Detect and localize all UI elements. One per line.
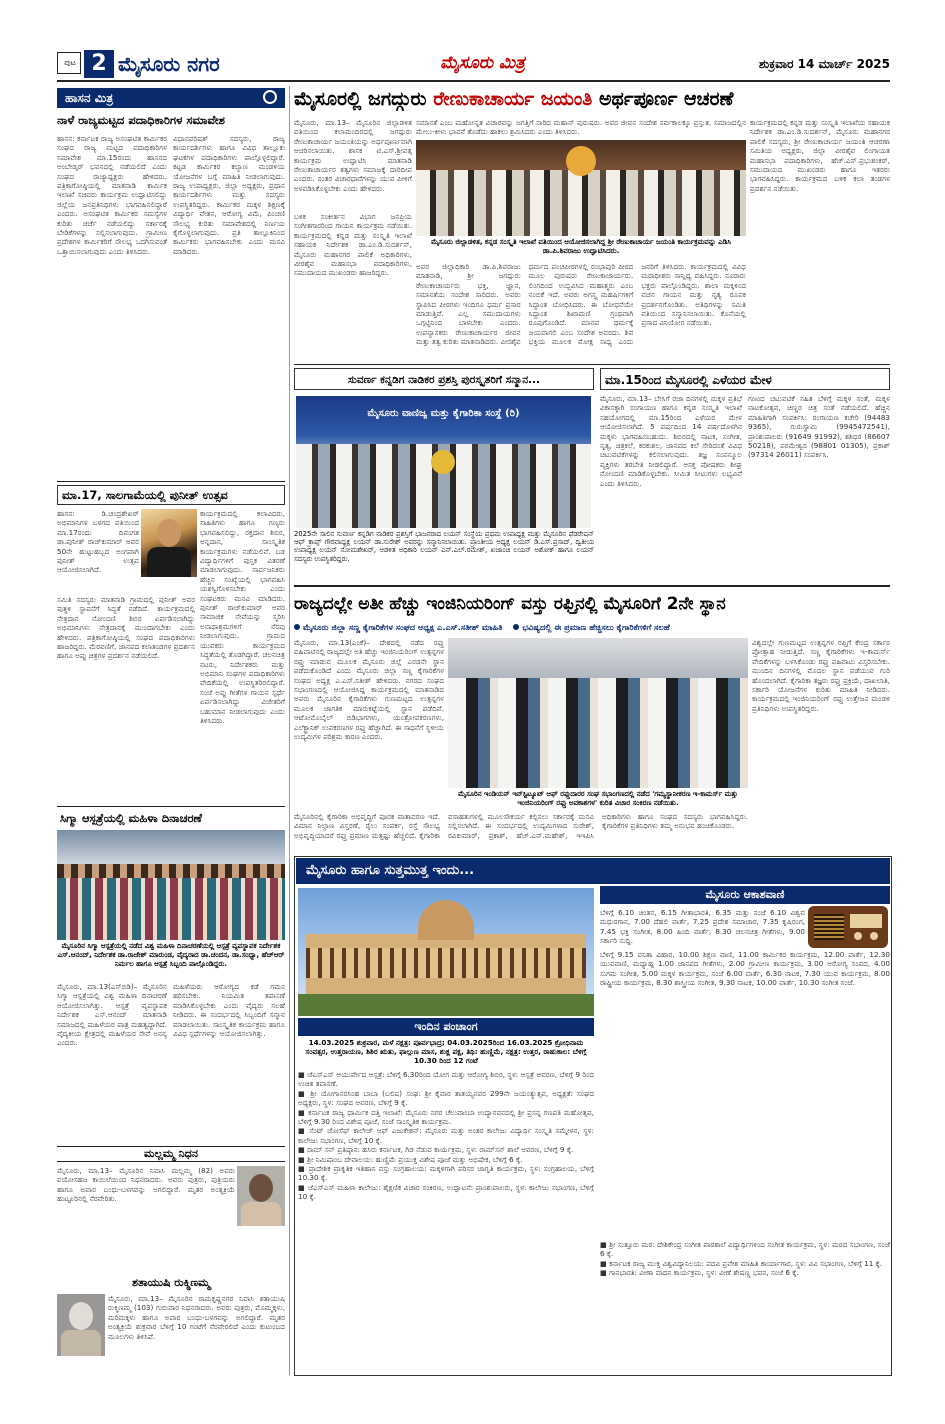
hassan-headline-1: ನಾಳೆ ರಾಜ್ಯಮಟ್ಟದ ಪದಾಧಿಕಾರಿಗಳ ಸಮಾವೇಶ: [57, 113, 225, 127]
hassan-story-1-col-b: ವಿಧಾನಪರಿಷತ್ ಸದಸ್ಯರು, ರಾಜ್ಯ ಕಾರ್ಯದರ್ಶಿಗಳು ಹಾಗೂ ವಿವಿಧ ತಾಲ್ಲೂಕು ಘಟಕಗಳ ಪದಾಧಿಕಾರಿಗಳು ಪಾಲ್ಗೊಳ್ಳಲಿದ್ದಾರೆ. ಕಟ್ಟಡ ಕಾರ್ಮಿಕರ ಕಲ್ಯಾಣ ಮಂಡಳಿಯ ಯೋಜನೆಗಳ ಬಗ್ಗೆ ಮಾಹಿತಿ ನೀಡಲಾಗುವುದು. ರಾಜ್ಯ ಉಪಾಧ್ಯಕ್ಷರು, ಜಿಲ್ಲಾ ಅಧ್ಯಕ್ಷರು, ಪ್ರಧಾನ ಕಾರ್ಯದರ್ಶಿಗಳು ಮತ್ತು ಸದಸ್ಯರು ಉಪಸ್ಥಿತರಿದ್ದರು. ಕಾರ್ಮಿಕರ ಮಕ್ಕಳ ಶಿಕ್ಷಣಕ್ಕೆ ವಿದ್ಯಾರ್ಥಿ ವೇತನ, ಆರೋಗ್ಯ ವಿಮೆ, ಪಿಂಚಣಿ ಸೌಲಭ್ಯ ಕುರಿತು ಸಮಾವೇಶದಲ್ಲಿ ನಿರ್ಣಯ ಕೈಗೊಳ್ಳಲಾಗುವುದು. ಪ್ರತಿ ತಾಲ್ಲೂಕಿನಿಂದ ಕಾರ್ಮಿಕರು ಭಾಗವಹಿಸಬೇಕು ಎಂದು ಮನವಿ ಮಾಡಿದರು.: [173, 134, 285, 256]
women-day-caption: ಮೈಸೂರಿನ ಸಿಗ್ಮಾ ಆಸ್ಪತ್ರೆಯಲ್ಲಿ ನಡೆದ ವಿಶ್ವ ಮಹಿಳಾ ದಿನಾಚರಣೆಯಲ್ಲಿ ಆಸ್ಪತ್ರೆ ವ್ಯವಸ್ಥಾಪಕ ನಿರ್ದೇಶಕ ಎಸ್.ಆನಂದ್, ನಿರ್ದೇಶಕ ಡಾ.ರಾಜೇಶ್ ಮಾರುಂಡ, ವೈದ್ಯರಾದ ಡಾ.ಚಂದನ, ಡಾ.ಸಂಧ್ಯಾ, ಹೆಚ್‌ಆರ್ ನಿರ್ಮಲ ಹಾಗೂ ಆಸ್ಪತ್ರೆ ಸಿಬ್ಬಂದಿ ಪಾಲ್ಗೊಂಡಿದ್ದರು.: [57, 942, 285, 968]
bullet-icon: [513, 624, 519, 630]
obituary-2-photo: [57, 1294, 105, 1356]
hassan-bar-label: ಹಾಸನ ಮಿತ್ರ: [65, 91, 114, 105]
obituary-1-text: ಮೈಸೂರು, ಮಾ.13– ಮೈಸೂರಿನ ನಿವಾಸಿ ಮಲ್ಲಮ್ಮ (82) ಅವರು ವಯೋಸಹಜ ಕಾಯಿಲೆಯಿಂದ ನಿಧನರಾದರು. ಅವರು ಪುತ್ರರು, ಪುತ್ರಿಯರು ಹಾಗೂ ಅಪಾರ ಬಂಧು-ಬಳಗವನ್ನು ಅಗಲಿದ್ದಾರೆ. ಮೃತರ ಅಂತ್ಯಕ್ರಿಯೆ ಹುಟ್ಟೂರಿನಲ್ಲಿ ನೆರವೇರಿತು.: [57, 1166, 235, 1204]
page-label-box: [57, 52, 81, 74]
lead-story-top: ಸಮಾನತೆ ಎಂಬ ಮಹೋನ್ನತ ವಿಚಾರವನ್ನು ಜಗತ್ತಿಗೆ ಸಾರಿದ ಮಹಾನ್ ಪುರುಷರು. ಅವರ ಜೀವನ ಸಂದೇಶ ಸರ್ವಕಾಲಕ್ಕೂ ಪ್ರಸ್ತುತ. ಸಮಾಜದಲ್ಲಿನ ಮೇಲು-ಕೀಳು ಭಾವನೆ ತೊಡೆದು ಹಾಕಲು ಶ್ರಮಿಸಿದರು ಎಂದು ತಿಳಿಸಿದರು.: [416, 118, 746, 137]
suvarna-photo: [296, 396, 591, 528]
lead-story-col-1b: ಬಳಿಕ ಸಂಕೀರ್ತನ ವಿಭಾಗ ಜನಪ್ರಿಯ ಸಂಗೀತಗಾರರಿಂದ ಗಾಯನ ಕಾರ್ಯಕ್ರಮ ನಡೆಯಿತು. ಕಾರ್ಯಕ್ರಮದಲ್ಲಿ ಕನ್ನಡ ಮತ್ತು ಸಂಸ್ಕೃತಿ ಇಲಾಖೆ ಸಹಾಯಕ ನಿರ್ದೇಶಕ ಡಾ.ಎಂ.ಡಿ.ಸುದರ್ಶನ್, ಮೈಸೂರು ಮಹಾನಗರ ಪಾಲಿಕೆ ಅಧಿಕಾರಿಗಳು, ವೀರಶೈವ ಮಹಾಸಭಾ ಪದಾಧಿಕಾರಿಗಳು, ಸಮುದಾಯದ ಮುಖಂಡರು ಹಾಜರಿದ್ದರು.: [294, 212, 412, 278]
paper-name: ಮೈಸೂರು ಮಿತ್ರ: [440, 53, 525, 73]
radio-schedule-2: ಬೆಳಿಗ್ಗೆ 9.15 ವನಿತಾ ವಿಹಾರ, 10.00 ಶಿಕ್ಷಣ ವಾಣಿ, 11.00 ಕಾರ್ಮಿಕರ ಕಾರ್ಯಕ್ರಮ, 12.00 ವಾರ್ತೆ, 12.30 ಯುವವಾಣಿ, ಮಧ್ಯಾಹ್ನ 1.00 ಜಾನಪದ ಗೀತೆಗಳು, 2.00 ಗ್ರಾಮೀಣ ಕಾರ್ಯಕ್ರಮ, 3.00 ಆರೋಗ್ಯ ಸಂಪದ, 4.00 ಸುಗಮ ಸಂಗೀತ, 5.00 ಮಕ್ಕಳ ಕಾರ್ಯಕ್ರಮ, ಸಂಜೆ 6.00 ವಾರ್ತೆ, 6.30 ನಾಟಕ, 7.30 ಯುವ ಕಾರ್ಯಕ್ರಮ, 8.00 ರಾಷ್ಟ್ರೀಯ ಕಾರ್ಯಕ್ರಮ, 8.30 ಶಾಸ್ತ್ರೀಯ ಸಂಗೀತ, 9.30 ನಾಟಕ, 10.00 ವಾರ್ತೆ, 10.30 ಸಂಗೀತ ಸಂಜೆ.: [600, 950, 890, 988]
lead-story-body: ಅಪರ ಜಿಲ್ಲಾಧಿಕಾರಿ ಡಾ.ಪಿ.ಶಿವರಾಜು ಮಾತನಾಡಿ, ಶ್ರೀ ಜಗದ್ಗುರು ರೇಣುಕಾಚಾರ್ಯರು ಭಕ್ತಿ, ಜ್ಞಾನ, ಸಮಾನತೆಯ ಸಂದೇಶ ಸಾರಿದರು. ಅವರು ಸ್ಥಾಪಿಸಿದ ಪೀಠಗಳು ಇಂದಿಗೂ ಧರ್ಮ ಪ್ರಸಾರ ಮಾಡುತ್ತಿವೆ. ಎಲ್ಲ ಸಮುದಾಯಗಳು ಒಗ್ಗಟ್ಟಿನಿಂದ ಬಾಳಬೇಕು ಎಂದರು. ಉಪನ್ಯಾಸಕರು ರೇಣುಕಾಚಾರ್ಯರ ಜೀವನ ಮತ್ತು ತತ್ವ ಕುರಿತು ಮಾತನಾಡಿದರು. ವೀರಶೈವ ಧರ್ಮದ ಪಂಚಪೀಠಗಳಲ್ಲಿ ರಂಭಾಪುರಿ ಪೀಠದ ಮೂಲ ಪುರುಷರು ರೇಣುಕಾಚಾರ್ಯರು. ಲಿಂಗದಿಂದ ಉದ್ಭವಿಸಿದ ಮಹಾತ್ಮರು ಎಂಬ ನಂಬಿಕೆ ಇದೆ. ಅವರು ಅಗಸ್ತ್ಯ ಮಹರ್ಷಿಗಳಿಗೆ ಸಿದ್ಧಾಂತ ಬೋಧಿಸಿದರು. ಈ ಬೋಧನೆಯೇ ಸಿದ್ಧಾಂತ ಶಿಖಾಮಣಿ ಗ್ರಂಥವಾಗಿ ರೂಪುಗೊಂಡಿದೆ. ಮಾನವ ಧರ್ಮಕ್ಕೆ ಜಯವಾಗಲಿ ಎಂಬ ಸಂದೇಶ ಅವರದು. ಶಿವ ಭಕ್ತಿಯ ಮೂಲಕ ಮೋಕ್ಷ ಸಾಧ್ಯ ಎಂದು ಜನರಿಗೆ ತಿಳಿಸಿದರು. ಕಾರ್ಯಕ್ರಮದಲ್ಲಿ ವಿವಿಧ ಮಠಾಧೀಶರು ಸಾನ್ನಿಧ್ಯ ವಹಿಸಿದ್ದರು. ನೂರಾರು ಭಕ್ತರು ಪಾಲ್ಗೊಂಡಿದ್ದರು. ಶಾಲಾ ಮಕ್ಕಳಿಂದ ವಚನ ಗಾಯನ ಮತ್ತು ನೃತ್ಯ ರೂಪಕ ಪ್ರದರ್ಶನಗೊಂಡಿತು. ಅತಿಥಿಗಳನ್ನು ಸಮಿತಿ ವತಿಯಿಂದ ಸನ್ಮಾನಿಸಲಾಯಿತು. ಕೊನೆಯಲ್ಲಿ ಪ್ರಸಾದ ವಿನಿಯೋಗ ನಡೆಯಿತು.: [416, 262, 746, 347]
today-box-border: [294, 856, 892, 1376]
today-events-2: ■ ಶ್ರೀ ಸುತ್ತೂರು ಮಠ: ದೇಶಿಕೇಂದ್ರ ಸಂಗೀತ ಪಾಠಶಾಲೆ ವಿದ್ಯಾರ್ಥಿಗಳಿಂದ ಸಂಗೀತ ಕಾರ್ಯಕ್ರಮ, ಸ್ಥಳ: ಮಠದ ಸಭಾಂಗಣ, ಸಂಜೆ 6 ಕ್ಕೆ. ■ ಕರ್ನಾಟಕ ರಾಜ್ಯ ಮುಕ್ತ ವಿಶ್ವವಿದ್ಯಾನಿಲಯ: ಪದವಿ ಪ್ರವೇಶ ಮಾಹಿತಿ ಕಾರ್ಯಾಗಾರ, ಸ್ಥಳ: ವಿವಿ ಸಭಾಂಗಣ, ಬೆಳಿಗ್ಗೆ 11 ಕ್ಕೆ. ■ ಗಾನಭಾರತಿ: ವೀಣಾ ವಾದನ ಕಾರ್ಯಕ್ರಮ, ಸ್ಥಳ: ವೀಣೆ ಶೇಷಣ್ಣ ಭವನ, ಸಂಜೆ 6 ಕ್ಕೆ.: [600, 1240, 890, 1278]
lead-headline: ಮೈಸೂರಲ್ಲಿ ಜಗದ್ಗುರು ರೇಣುಕಾಚಾರ್ಯ ಜಯಂತಿ ಅರ್ಥಪೂರ್ಣ ಆಚರಣೆ: [294, 88, 734, 110]
ele-mela-headline: ಮಾ.15ರಿಂದ ಮೈಸೂರಲ್ಲಿ ಎಳೆಯರ ಮೇಳ: [600, 368, 890, 390]
export-story-col-1: ಮೈಸೂರು, ಮಾ.13(ಎಂಕೆ)– ದೇಶದಲ್ಲಿ ನಡೆದ ರಫ್ತು ವಹಿವಾಟಿನಲ್ಲಿ ರಾಜ್ಯದಲ್ಲೇ ಅತಿ ಹೆಚ್ಚು ಇಂಜಿನಿಯರಿಂಗ್ ಉತ್ಪನ್ನಗಳ ರಫ್ತು ಮಾಡುವ ಮೂಲಕ ಮೈಸೂರು ಜಿಲ್ಲೆ ಎರಡನೇ ಸ್ಥಾನ ಪಡೆದುಕೊಂಡಿದೆ ಎಂದು ಮೈಸೂರು ಜಿಲ್ಲಾ ಸಣ್ಣ ಕೈಗಾರಿಕೆಗಳ ಸಂಘದ ಅಧ್ಯಕ್ಷ ಎ.ಎಸ್.ಸತೀಶ್ ಹೇಳಿದರು. ನಗರದ ಸಂಘದ ಸಭಾಂಗಣದಲ್ಲಿ ಆಯೋಜಿಸಿದ್ದ ಕಾರ್ಯಕ್ರಮದಲ್ಲಿ ಮಾತನಾಡಿದ ಅವರು ಮೈಸೂರಿನ ಕೈಗಾರಿಕೆಗಳು ಗುಣಮಟ್ಟದ ಉತ್ಪನ್ನಗಳ ಮೂಲಕ ಜಾಗತಿಕ ಮಾರುಕಟ್ಟೆಯಲ್ಲಿ ಸ್ಥಾನ ಪಡೆದಿವೆ. ಆಟೋಮೊಬೈಲ್ ಬಿಡಿಭಾಗಗಳು, ಯಂತ್ರೋಪಕರಣಗಳು, ಎಲೆಕ್ಟ್ರಾನಿಕ್ ಉಪಕರಣಗಳ ರಫ್ತು ಹೆಚ್ಚಾಗಿದೆ. ಈ ಸಾಧನೆಗೆ ಸ್ಥಳೀಯ ಉದ್ಯಮಿಗಳ ಪರಿಶ್ರಮ ಕಾರಣ ಎಂದರು.: [294, 638, 444, 742]
ele-mela-story-a: ಮೈಸೂರು, ಮಾ.13– ಬೇಸಿಗೆ ರಜಾ ದಿನಗಳಲ್ಲಿ ಮಕ್ಕಳ ಪ್ರತಿಭೆ ವಿಕಾಸಕ್ಕಾಗಿ ರಂಗಾಯಣ ಹಾಗೂ ಕನ್ನಡ ಸಂಸ್ಕೃತಿ ಇಲಾಖೆ ಸಹಯೋಗದಲ್ಲಿ ಮಾ.15ರಿಂದ ಎಳೆಯರ ಮೇಳ ಆಯೋಜಿಸಲಾಗಿದೆ. 5 ವರ್ಷದಿಂದ 14 ವರ್ಷದೊಳಗಿನ ಮಕ್ಕಳು ಭಾಗವಹಿಸಬಹುದು. ಶಿಬಿರದಲ್ಲಿ ನಾಟಕ, ಸಂಗೀತ, ನೃತ್ಯ, ಚಿತ್ರಕಲೆ, ಕರಕುಶಲ, ಜಾನಪದ ಕಲೆ ಸೇರಿದಂತೆ ವಿವಿಧ ಚಟುವಟಿಕೆಗಳನ್ನು ಕಲಿಸಲಾಗುವುದು. ತಜ್ಞ ಸಂಪನ್ಮೂಲ ವ್ಯಕ್ತಿಗಳು ತರಬೇತಿ ನೀಡಲಿದ್ದಾರೆ. ಆಸಕ್ತ ಪೋಷಕರು ಶೀಘ್ರ ನೋಂದಣಿ ಮಾಡಿಕೊಳ್ಳಬೇಕು. ಸೀಮಿತ ಸೀಟುಗಳು ಲಭ್ಯವಿವೆ ಎಂದು ತಿಳಿಸಿದರು.: [600, 394, 742, 488]
obituary-2-title: ಶತಾಯುಷಿ ರುಕ್ಮಿಣಮ್ಮ: [131, 1276, 211, 1289]
page-number: 2: [84, 50, 114, 78]
obituary-1-title: ಮಲ್ಲಮ್ಮ ನಿಧನ: [57, 1146, 285, 1162]
panchanga-bar: ಇಂದಿನ ಪಂಚಾಂಗ: [298, 1018, 594, 1036]
lead-photo: [416, 140, 746, 236]
lead-photo-caption: ಮೈಸೂರು ಜಿಲ್ಲಾಡಳಿತ, ಕನ್ನಡ ಸಂಸ್ಕೃತಿ ಇಲಾಖೆ ವತಿಯಿಂದ ಆಯೋಜಿಸಲಾಗಿದ್ದ ಶ್ರೀ ರೇಣುಕಾಚಾರ್ಯ ಜಯಂತಿ ಕಾರ್ಯಕ್ರಮವನ್ನು ಎಡಿಸಿ ಡಾ.ಪಿ.ಶಿವರಾಜು ಉದ್ಘಾಟಿಸಿದರು.: [431, 238, 731, 255]
obituary-1-photo: [237, 1166, 285, 1226]
masthead-rule: [57, 80, 890, 82]
radio-bar: ಮೈಸೂರು ಆಕಾಶವಾಣಿ: [600, 886, 890, 904]
hassan-story-1-col-a: ಹಾಸನ: ಕರ್ನಾಟಕ ರಾಜ್ಯ ಅಸಂಘಟಿತ ಕಾರ್ಮಿಕರ ಸಂಘದ ರಾಜ್ಯ ಮಟ್ಟದ ಪದಾಧಿಕಾರಿಗಳ ಸಮಾವೇಶ ಮಾ.15ರಂದು ಹಾಸನದ ಅಂಬೇಡ್ಕರ್ ಭವನದಲ್ಲಿ ನಡೆಯಲಿದೆ ಎಂದು ಸಂಘದ ರಾಜ್ಯಾಧ್ಯಕ್ಷರು ಹೇಳಿದರು. ಪತ್ರಿಕಾಗೋಷ್ಠಿಯಲ್ಲಿ ಮಾತನಾಡಿ ಕಾರ್ಮಿಕ ಇಲಾಖೆ ಸಚಿವರು ಕಾರ್ಯಕ್ರಮ ಉದ್ಘಾಟಿಸಲಿದ್ದು ಜಿಲ್ಲೆಯ ಜನಪ್ರತಿನಿಧಿಗಳು ಭಾಗವಹಿಸಲಿದ್ದಾರೆ ಎಂದರು. ಅಸಂಘಟಿತ ಕಾರ್ಮಿಕರ ಸಮಸ್ಯೆಗಳ ಕುರಿತು ಚರ್ಚೆ ನಡೆಯಲಿದ್ದು ಸರ್ಕಾರಕ್ಕೆ ಬೇಡಿಕೆಗಳನ್ನು ಸಲ್ಲಿಸಲಾಗುವುದು. ಗ್ರಾಮೀಣ ಪ್ರದೇಶಗಳ ಕಾರ್ಮಿಕರಿಗೆ ಸೌಲಭ್ಯ ಒದಗಿಸುವಂತೆ ಒತ್ತಾಯಿಸಲಾಗುವುದು ಎಂದು ತಿಳಿಸಿದರು.: [57, 134, 167, 256]
suvarna-banner: ಮೈಸೂರು ವಾಣಿಜ್ಯ ಮತ್ತು ಕೈಗಾರಿಕಾ ಸಂಸ್ಥೆ (ರಿ): [367, 408, 520, 419]
women-day-photo: [57, 830, 285, 940]
radio-schedule-1: ಬೆಳಿಗ್ಗೆ 6.10 ಚಿಂತನ, 6.15 ಗೀತಾಭಾರತಿ, 6.35 ಮತ್ತು ಸಂಜೆ 6.10 ವಿಶ್ವವ ಮಧುರಗಾನ, 7.00 ದೆಹಲಿ ವಾರ್ತೆ, 7.25 ಪ್ರದೇಶ ಸಮಾಚಾರ, 7.35 ಕೃಷಿರಂಗ, 7.45 ಭಕ್ತಿ ಸಂಗೀತ, 8.00 ಹಿಂದಿ ವಾರ್ತೆ, 8.30 ಚಲನಚಿತ್ರ ಗೀತೆಗಳು, 9.00 ಸರ್ಕಾರಿ ಸುದ್ದಿ.: [600, 908, 805, 946]
obituary-2-text: ಮೈಸೂರು, ಮಾ.13– ಮೈಸೂರಿನ ರಾಮಕೃಷ್ಣನಗರ ನಿವಾಸಿ ಶತಾಯುಷಿ ರುಕ್ಮಿಣಮ್ಮ (103) ಗುರುವಾರ ನಿಧನರಾದರು. ಅವರು ಪುತ್ರರು, ಮೊಮ್ಮಕ್ಕಳು, ಮರಿಮಕ್ಕಳು ಹಾಗೂ ಅಪಾರ ಬಂಧು-ಬಳಗವನ್ನು ಅಗಲಿದ್ದಾರೆ. ಮೃತರ ಅಂತ್ಯಕ್ರಿಯೆ ಶುಕ್ರವಾರ ಬೆಳಿಗ್ಗೆ 10 ಗಂಟೆಗೆ ನೆರವೇರಲಿದೆ ಎಂದು ಕುಟುಂಬದ ಮೂಲಗಳು ತಿಳಿಸಿವೆ.: [108, 1294, 285, 1341]
target-icon: [263, 90, 277, 104]
export-story-bottom: ಮೈಸೂರಿನಲ್ಲಿ ಕೈಗಾರಿಕಾ ಅಭಿವೃದ್ಧಿಗೆ ಪೂರಕ ವಾತಾವರಣ ಇದೆ. ವಿಮಾನ ನಿಲ್ದಾಣ ವಿಸ್ತರಣೆ, ರೈಲು ಸಂಪರ್ಕ, ರಸ್ತೆ ಸೌಲಭ್ಯ ಅಭಿವೃದ್ಧಿಯಾದರೆ ರಫ್ತು ಪ್ರಮಾಣ ಮತ್ತಷ್ಟು ಹೆಚ್ಚಲಿದೆ. ಕೈಗಾರಿಕಾ ವಸಾಹತುಗಳಲ್ಲಿ ಮೂಲಸೌಕರ್ಯ ಕಲ್ಪಿಸಲು ಸರ್ಕಾರಕ್ಕೆ ಮನವಿ ಸಲ್ಲಿಸಲಾಗಿದೆ. ಈ ಸಂದರ್ಭದಲ್ಲಿ ಉದ್ಯಮಿಗಳಾದ ಸುರೇಶ್, ರವಿಕುಮಾರ್, ಪ್ರಕಾಶ್, ಹೆಚ್.ಎನ್.ಮಹೇಶ್, ಇಇಪಿಸಿ ಅಧಿಕಾರಿಗಳು ಹಾಗೂ ಸಂಘದ ಸದಸ್ಯರು ಭಾಗವಹಿಸಿದ್ದರು. ಕೈಗಾರಿಕೆಗಳ ಪ್ರತಿನಿಧಿಗಳು ತಮ್ಮ ಅನುಭವ ಹಂಚಿಕೊಂಡರು.: [294, 812, 748, 840]
export-photo: [448, 638, 748, 788]
hassan-story-2-right: ಕಾರ್ಯಕ್ರಮದಲ್ಲಿ ಕಲಾವಿದರು, ಸಾಹಿತಿಗಳು ಹಾಗೂ ಗಣ್ಯರು ಭಾಗವಹಿಸಲಿದ್ದು, ರಕ್ತದಾನ ಶಿಬಿರ, ಅನ್ನದಾನ, ಸಾಂಸ್ಕೃತಿಕ ಕಾರ್ಯಕ್ರಮಗಳು ನಡೆಯಲಿವೆ. ಬಡ ವಿದ್ಯಾರ್ಥಿಗಳಿಗೆ ಪುಸ್ತಕ ವಿತರಣೆ ಮಾಡಲಾಗುವುದು. ಸಾರ್ವಜನಿಕರು ಹೆಚ್ಚಿನ ಸಂಖ್ಯೆಯಲ್ಲಿ ಭಾಗವಹಿಸಿ ಯಶಸ್ವಿಗೊಳಿಸಬೇಕು ಎಂದು ಸಂಘಟಕರು ಮನವಿ ಮಾಡಿದರು. ಪುನೀತ್ ರಾಜ್‌ಕುಮಾರ್ ಅವರ ಸಾಮಾಜಿಕ ಸೇವೆಯನ್ನು ಸ್ಮರಿಸಿ ಅನಾಥಾಶ್ರಮಗಳಿಗೆ ನೆರವು ನೀಡಲಾಗುವುದು. ಗ್ರಾಮದ ಯುವಕರು ಕಾರ್ಯಕ್ರಮದ ಸಿದ್ಧತೆಯಲ್ಲಿ ತೊಡಗಿದ್ದಾರೆ. ಚಲನಚಿತ್ರ ನಟರು, ನಿರ್ದೇಶಕರು ಮತ್ತು ಅಭಿಮಾನಿ ಸಂಘಗಳ ಪದಾಧಿಕಾರಿಗಳು ವೇದಿಕೆಯಲ್ಲಿ ಉಪಸ್ಥಿತರಿರಲಿದ್ದಾರೆ. ಸಂಜೆ ಅಪ್ಪು ಗೀತೆಗಳ ಗಾಯನ ಸ್ಪರ್ಧೆ ಏರ್ಪಡಿಸಲಾಗಿದ್ದು ವಿಜೇತರಿಗೆ ಬಹುಮಾನ ನೀಡಲಾಗುವುದು ಎಂದು ತಿಳಿಸಿದರು.: [200, 509, 285, 725]
hassan-story-2-left: ಸಮಿತಿ ಸದಸ್ಯರು ಮಾತನಾಡಿ ಗ್ರಾಮದಲ್ಲಿ ಪುನೀತ್ ಅವರ ಪುತ್ಥಳಿ ಸ್ಥಾಪನೆಗೆ ಸಿದ್ಧತೆ ನಡೆದಿದೆ. ಕಾರ್ಯಕ್ರಮದಲ್ಲಿ ನೇತ್ರದಾನ ನೋಂದಣಿ ಶಿಬಿರ ಏರ್ಪಡಿಸಲಾಗಿದ್ದು ಅಭಿಮಾನಿಗಳು ನೇತ್ರದಾನಕ್ಕೆ ಮುಂದಾಗಬೇಕು ಎಂದು ಹೇಳಿದರು. ಪತ್ರಿಕಾಗೋಷ್ಠಿಯಲ್ಲಿ ಸಂಘದ ಪದಾಧಿಕಾರಿಗಳು ಹಾಜರಿದ್ದರು. ಮೆರವಣಿಗೆ, ಜಾನಪದ ಕಲಾತಂಡಗಳ ಪ್ರದರ್ಶನ ಹಾಗೂ ಅಪ್ಪು ಚಿತ್ರಗಳ ಪ್ರದರ್ಶನ ನಡೆಯಲಿದೆ.: [57, 595, 195, 661]
issue-date: ಶುಕ್ರವಾರ 14 ಮಾರ್ಚ್ 2025: [758, 57, 890, 71]
bullet-icon: [294, 624, 300, 630]
ele-mela-story-b: ಗಣಂದ ಚಟುವಟಿಕೆ ಸಹಿತ ಬೆಳಿಗ್ಗೆ ಮಕ್ಕಳ ಸಂತೆ, ಮಕ್ಕಳ ನಾಟಕೋತ್ಸವ, ಚಿಣ್ಣರ ಚಿತ್ರ ಸಂತೆ ನಡೆಯಲಿದೆ. ಹೆಚ್ಚಿನ ಮಾಹಿತಿಗಾಗಿ ಸಂಪರ್ಕಿಸಿ: ರಂಗಾಯಣ ಕಚೇರಿ (94483 9365), ಗುರುಸ್ವಾಮಿ (9945472541), ಪ್ರಾಂಶುಪಾಲರು (91649 91992), ಶಶಿಧರ (86607 50218), ಪರಮೇಶ್ವರ (98801 01305), ಪ್ರಕಾಶ್ (97314 26011) ಸಂಪರ್ಕಿಸಿ.: [748, 394, 890, 460]
today-section-bar: ಮೈಸೂರು ಹಾಗೂ ಸುತ್ತಮುತ್ತ ಇಂದು...: [296, 858, 890, 884]
women-day-story-a: ಮೈಸೂರು, ಮಾ.13(ಎಸ್‌ಬಿಡಿ)– ಮೈಸೂರಿನ ಸಿಗ್ಮಾ ಆಸ್ಪತ್ರೆಯಲ್ಲಿ ವಿಶ್ವ ಮಹಿಳಾ ದಿನಾಚರಣೆ ಆಯೋಜಿಸಲಾಗಿತ್ತು. ಆಸ್ಪತ್ರೆ ವ್ಯವಸ್ಥಾಪಕ ನಿರ್ದೇಶಕ ಎಸ್.ಆನಂದ್ ಮಾತನಾಡಿ ಸಮಾಜದಲ್ಲಿ ಮಹಿಳೆಯರ ಪಾತ್ರ ಮಹತ್ವದ್ದಾಗಿದೆ. ವೈದ್ಯಕೀಯ ಕ್ಷೇತ್ರದಲ್ಲಿ ಮಹಿಳೆಯರ ಸೇವೆ ಅನನ್ಯ ಎಂದರು.: [57, 982, 167, 1048]
export-photo-caption: ಮೈಸೂರಿನ ಇಂಡಿಯನ್ ಇನ್‌ಸ್ಟಿಟ್ಯೂಟ್ ಆಫ್ ರಫ್ತುದಾರರ ಸಂಘ ಸಭಾಂಗಣದಲ್ಲಿ ನಡೆದ 'ಗಮ್ಯಸ್ಥಾನೀಕರಣ ಇ-ಕಾಮರ್ಸ್ ಮತ್ತು ಇಂಜಿನಿಯರಿಂಗ್ ರಫ್ತು ಅವಕಾಶಗಳ' ಕುರಿತ ವಿಚಾರ ಸಂಕಿರಣ ನಡೆಯಿತು.: [458, 790, 738, 807]
lead-story-col-1: ಮೈಸೂರು, ಮಾ.13– ಮೈಸೂರಿನ ಜಿಲ್ಲಾಡಳಿತ ವತಿಯಿಂದ ಕಲಾಮಂದಿರದಲ್ಲಿ ಜಗದ್ಗುರು ರೇಣುಕಾಚಾರ್ಯ ಜಯಂತಿಯನ್ನು ಅರ್ಥಪೂರ್ಣವಾಗಿ ಆಚರಿಸಲಾಯಿತು. ಶಾಸಕ ಟಿ.ಎಸ್.ಶ್ರೀವತ್ಸ ಕಾರ್ಯಕ್ರಮ ಉದ್ಘಾಟಿಸಿ ಮಾತನಾಡಿ ರೇಣುಕಾಚಾರ್ಯರ ತತ್ವಗಳು ಸಮಾಜಕ್ಕೆ ದಾರಿದೀಪ ಎಂದರು. ಸಂತರ ವಿಚಾರಧಾರೆಗಳನ್ನು ಯುವ ಪೀಳಿಗೆ ಅಳವಡಿಸಿಕೊಳ್ಳಬೇಕು ಎಂದು ಹೇಳಿದರು.: [294, 118, 412, 193]
hassan-headline-3: ಸಿಗ್ಮಾ ಆಸ್ಪತ್ರೆಯಲ್ಲಿ ಮಹಿಳಾ ದಿನಾಚರಣೆ: [60, 811, 202, 825]
lead-story-col-4: ಕಾರ್ಯಕ್ರಮದಲ್ಲಿ ಕನ್ನಡ ಮತ್ತು ಸಂಸ್ಕೃತಿ ಇಲಾಖೆಯ ಸಹಾಯಕ ನಿರ್ದೇಶಕ ಡಾ.ಎಂ.ಡಿ.ಸುದರ್ಶನ್, ಮೈಸೂರು ಮಹಾನಗರ ಪಾಲಿಕೆ ಸದಸ್ಯರು, ಶ್ರೀ ರೇಣುಕಾಚಾರ್ಯ ಜಯಂತಿ ಆಚರಣಾ ಸಮಿತಿಯ ಅಧ್ಯಕ್ಷರು, ಜಿಲ್ಲಾ ವೀರಶೈವ ಲಿಂಗಾಯತ ಮಹಾಸಭಾ ಪದಾಧಿಕಾರಿಗಳು, ಹೆಚ್.ಎಸ್.ಪ್ರಭುಶಂಕರ್, ಸಮುದಾಯದ ಮುಖಂಡರು ಹಾಗೂ ಇತರರು ಭಾಗವಹಿಸಿದ್ದರು. ಕಾರ್ಯಕ್ರಮದ ಬಳಿಕ ಕಲಾ ತಂಡಗಳ ಪ್ರದರ್ಶನ ನಡೆಯಿತು.: [750, 118, 890, 193]
export-headline: ರಾಜ್ಯದಲ್ಲೇ ಅತೀ ಹೆಚ್ಚು ಇಂಜಿನಿಯರಿಂಗ್ ವಸ್ತು ರಫ್ತಿನಲ್ಲಿ ಮೈಸೂರಿಗೆ 2ನೇ ಸ್ಥಾನ: [294, 594, 726, 614]
suvarna-caption: 2025ನೇ ಸಾಲಿನ ಸುವರ್ಣ ಕನ್ನಡಿಗ ನಾಡಿಕರ ಪ್ರಶಸ್ತಿಗೆ ಭಾಜನರಾದ ಲಯನ್ ಸಂಸ್ಥೆಯ ಪ್ರಥಮ ಉಪಾಧ್ಯಕ್ಷ ಮತ್ತು ಮೈಸೂರಿನ ಫೆಡರೇಷನ್ ಆಫ್ ಕ್ರಾಪ್ಸ್ ಗೌರವಾಧ್ಯಕ್ಷ ಲಯನ್ ಡಾ.ಸುರೇಶ್ ಅವರನ್ನು ಸನ್ಮಾನಿಸಲಾಯಿತು. ಪ್ರಾಂತೀಯ ಅಧ್ಯಕ್ಷ ಲಯನ್ ಡಿ.ಎಸ್.ಪ್ರಸಾದ್, ದ್ವಿತೀಯ ಉಪಾಧ್ಯಕ್ಷ ಲಯನ್ ಸೋಮಶೇಖರ್, ಆಡಳಿತ ಅಧಿಕಾರಿ ಲಯನ್ ಎನ್.ಎಲ್.ರಮೇಶ್, ಖಜಾಂಚಿ ಲಯನ್ ಅಶೋಕ್ ಹಾಗೂ ಲಯನ್ ಸದಸ್ಯರು ಉಪಸ್ಥಿತರಿದ್ದರು.: [294, 530, 594, 563]
panchanga-text: 14.03.2025 ಶುಕ್ರವಾರ, ಮಳೆ ನಕ್ಷತ್ರ: ಪೂರ್ವಭಾದ್ರ; 04.03.2025ರಿಂದ 16.03.2025 ಕ್ರೋಧಿನಾಮ ಸಂವತ್ಸರ, ಉತ್ತರಾಯಣ, ಶಿಶಿರ ಋತು, ಫಾಲ್ಗುಣ ಮಾಸ, ಶುಕ್ಲ ಪಕ್ಷ, ತಿಥಿ: ಹುಣ್ಣಿಮೆ, ನಕ್ಷತ್ರ: ಉತ್ತರ, ರಾಹುಕಾಲ: ಬೆಳಿಗ್ಗೆ 10.30 ರಿಂದ 12 ಗಂಟೆ: [305, 1038, 587, 1066]
suvarna-headline: ಸುವರ್ಣ ಕನ್ನಡಿಗ ನಾಡಿಕರ ಪ್ರಶಸ್ತಿ ಪುರಸ್ಕೃತರಿಗೆ ಸನ್ಮಾನ...: [294, 368, 594, 390]
export-story-col-4: ವಿಶ್ವದಲ್ಲೇ ಗುಣಮಟ್ಟದ ಉತ್ಪನ್ನಗಳ ರಫ್ತಿಗೆ ಕೇಂದ್ರ ಸರ್ಕಾರ ಪ್ರೋತ್ಸಾಹ ನೀಡುತ್ತಿದೆ. ಸಣ್ಣ ಕೈಗಾರಿಕೆಗಳು ಇ-ಕಾಮರ್ಸ್ ವೇದಿಕೆಗಳನ್ನು ಬಳಸಿಕೊಂಡು ರಫ್ತು ವಹಿವಾಟು ವಿಸ್ತರಿಸಬೇಕು. ಮುಂದಿನ ದಿನಗಳಲ್ಲಿ ಮೊದಲ ಸ್ಥಾನ ಪಡೆಯುವ ಗುರಿ ಹೊಂದಲಾಗಿದೆ. ಕೈಗಾರಿಕಾ ತಜ್ಞರು ರಫ್ತು ಪ್ರಕ್ರಿಯೆ, ದಾಖಲಾತಿ, ಸರ್ಕಾರಿ ಯೋಜನೆಗಳ ಕುರಿತು ಮಾಹಿತಿ ನೀಡಿದರು. ಕಾರ್ಯಕ್ರಮದಲ್ಲಿ ಇಂಜಿನಿಯರಿಂಗ್ ರಫ್ತು ಉತ್ತೇಜನ ಮಂಡಳಿ ಪ್ರತಿನಿಧಿಗಳು ಉಪಸ್ಥಿತರಿದ್ದರು.: [752, 638, 890, 713]
today-events: ■ ಜೆಎಸ್‌ಎಸ್ ಆಯುರ್ವೇದ ಆಸ್ಪತ್ರೆ: ಬೆಳಿಗ್ಗೆ 6.30ರಿಂದ ಯೋಗ ಮತ್ತು ಆರೋಗ್ಯ ಶಿಬಿರ, ಸ್ಥಳ: ಆಸ್ಪತ್ರೆ ಆವರಣ, ಬೆಳಿಗ್ಗೆ 9 ರಿಂದ ಉಚಿತ ತಪಾಸಣೆ. ■ ಶ್ರೀ ಯೋಗಾನರಸಿಂಹ ಬಾಬಾ (ಬಲಿಷ) ಸಂಘ: ಶ್ರೀ ಕೈವಾರ ತಾತಯ್ಯನವರ 299ನೇ ಜಯಂತ್ಯುತ್ಸವ, ಅಧ್ಯಕ್ಷತೆ: ಸಂಘದ ಅಧ್ಯಕ್ಷರು, ಸ್ಥಳ: ಸಂಘದ ಆವರಣ, ಬೆಳಿಗ್ಗೆ 9 ಕ್ಕೆ. ■ ಕರ್ನಾಟಕ ರಾಜ್ಯ ಧಾರ್ಮಿಕ ದತ್ತಿ ಇಲಾಖೆ: ಮೈಸೂರು ನಗರ ಚೆಲುವಾಂಬಾ ಉದ್ಯಾನವನದಲ್ಲಿ ಶ್ರೀ ಪ್ರಸನ್ನ ಗಣಪತಿ ಮಹೋತ್ಸವ, ಬೆಳಿಗ್ಗೆ 9.30 ರಿಂದ ವಿಶೇಷ ಪೂಜೆ, ಸಂಜೆ ಸಾಂಸ್ಕೃತಿಕ ಕಾರ್ಯಕ್ರಮ. ■ ಸೆಂಟ್ ಜೋಸೆಫ್ ಕಾಲೇಜ್ ಆಫ್ ಎಜುಕೇಶನ್: ಮೈಸೂರು ಮತ್ತು ಅಂತರ ಕಾಲೇಜು ವಿದ್ಯಾರ್ಥಿ ಸಂಸ್ಕೃತಿ ಸಮ್ಮೇಳನ, ಸ್ಥಳ: ಕಾಲೇಜು ಸಭಾಂಗಣ, ಬೆಳಿಗ್ಗೆ 10 ಕ್ಕೆ. ■ ರಾಮ್ ಸನ್ ಪ್ರತಿಷ್ಠಾನ: ಹಸಿರು ಕರ್ನಾಟಕ, ಗಿಡ ನೆಡುವ ಕಾರ್ಯಕ್ರಮ, ಸ್ಥಳ: ರಾಮ್‌ಸನ್ ಶಾಲೆ ಆವರಣ, ಬೆಳಿಗ್ಗೆ 9 ಕ್ಕೆ. ■ ಶ್ರೀ ನಿಮಿಷಾಂಬ ದೇವಾಲಯ: ಹುಣ್ಣಿಮೆ ಪ್ರಯುಕ್ತ ವಿಶೇಷ ಪೂಜೆ ಮತ್ತು ಅಭಿಷೇಕ, ಬೆಳಿಗ್ಗೆ 6 ಕ್ಕೆ. ■ ಪ್ರಾದೇಶಿಕ ಪ್ರಾಕೃತಿಕ ಇತಿಹಾಸ ವಸ್ತು ಸಂಗ್ರಹಾಲಯ: ಮಕ್ಕಳಿಗಾಗಿ ಪರಿಸರ ಜಾಗೃತಿ ಕಾರ್ಯಕ್ರಮ, ಸ್ಥಳ: ಸಂಗ್ರಹಾಲಯ, ಬೆಳಿಗ್ಗೆ 10.30 ಕ್ಕೆ. ■ ಜೆಎಸ್‌ಎಸ್ ಮಹಿಳಾ ಕಾಲೇಜು: ಶೈಕ್ಷಣಿಕ ವಿಚಾರ ಸಂಕಿರಣ, ಉದ್ಘಾಟನೆ: ಪ್ರಾಂಶುಪಾಲರು, ಸ್ಥಳ: ಕಾಲೇಜು ಸಭಾಂಗಣ, ಬೆಳಿಗ್ಗೆ 10 ಕ್ಕೆ.: [298, 1070, 594, 1202]
page-label: ಪುಟ: [64, 58, 76, 67]
export-subheads: ಮೈಸೂರು ಜಿಲ್ಲಾ ಸಣ್ಣ ಕೈಗಾರಿಕೆಗಳ ಸಂಘದ ಅಧ್ಯಕ್ಷ ಎ.ಎಸ್.ಸತೀಶ್ ಮಾಹಿತಿ ಭವಿಷ್ಯದಲ್ಲಿ ಈ ಪ್ರಮಾಣ ಹೆಚ್ಚಿಸಲು ಕೈಗಾರಿಕೆಗಳಿಗೆ ಸಲಹೆ: [294, 620, 890, 634]
section-title: ಮೈಸೂರು ನಗರ: [118, 52, 220, 76]
hassan-headline-2: ಮಾ.17, ಸಾಲಗಾಮೆಯಲ್ಲಿ ಪುನೀತ್ ಉತ್ಸವ: [57, 485, 285, 505]
hassan-story-2-lead: ಹಾಸನ: ಡಿ.ಚಂದ್ರಶೇಖರ್ ಅಭಿಮಾನಿಗಳ ಬಳಗದ ವತಿಯಿಂದ ಮಾ.17ರಂದು ದಿವಂಗತ ಡಾ.ಪುನೀತ್ ರಾಜ್‌ಕುಮಾರ್ ಅವರ 50ನೇ ಹುಟ್ಟುಹಬ್ಬದ ಅಂಗವಾಗಿ ಪುನೀತ್ ಉತ್ಸವ ಆಯೋಜಿಸಲಾಗಿದೆ.: [57, 509, 139, 575]
hassan-section-bar: [57, 88, 285, 108]
women-day-story-b: ಮಹಿಳೆಯರು ಆರೋಗ್ಯದ ಕಡೆ ಗಮನ ಹರಿಸಬೇಕು. ನಿಯಮಿತ ತಪಾಸಣೆ ಮಾಡಿಸಿಕೊಳ್ಳಬೇಕು ಎಂದು ವೈದ್ಯರು ಸಲಹೆ ನೀಡಿದರು. ಈ ಸಂದರ್ಭದಲ್ಲಿ ಸಿಬ್ಬಂದಿಗೆ ಸನ್ಮಾನ ಮಾಡಲಾಯಿತು. ಸಾಂಸ್ಕೃತಿಕ ಕಾರ್ಯಕ್ರಮ ಹಾಗೂ ವಿವಿಧ ಸ್ಪರ್ಧೆಗಳನ್ನು ಆಯೋಜಿಸಲಾಗಿತ್ತು.: [173, 982, 285, 1039]
puneeth-photo: [141, 509, 197, 577]
